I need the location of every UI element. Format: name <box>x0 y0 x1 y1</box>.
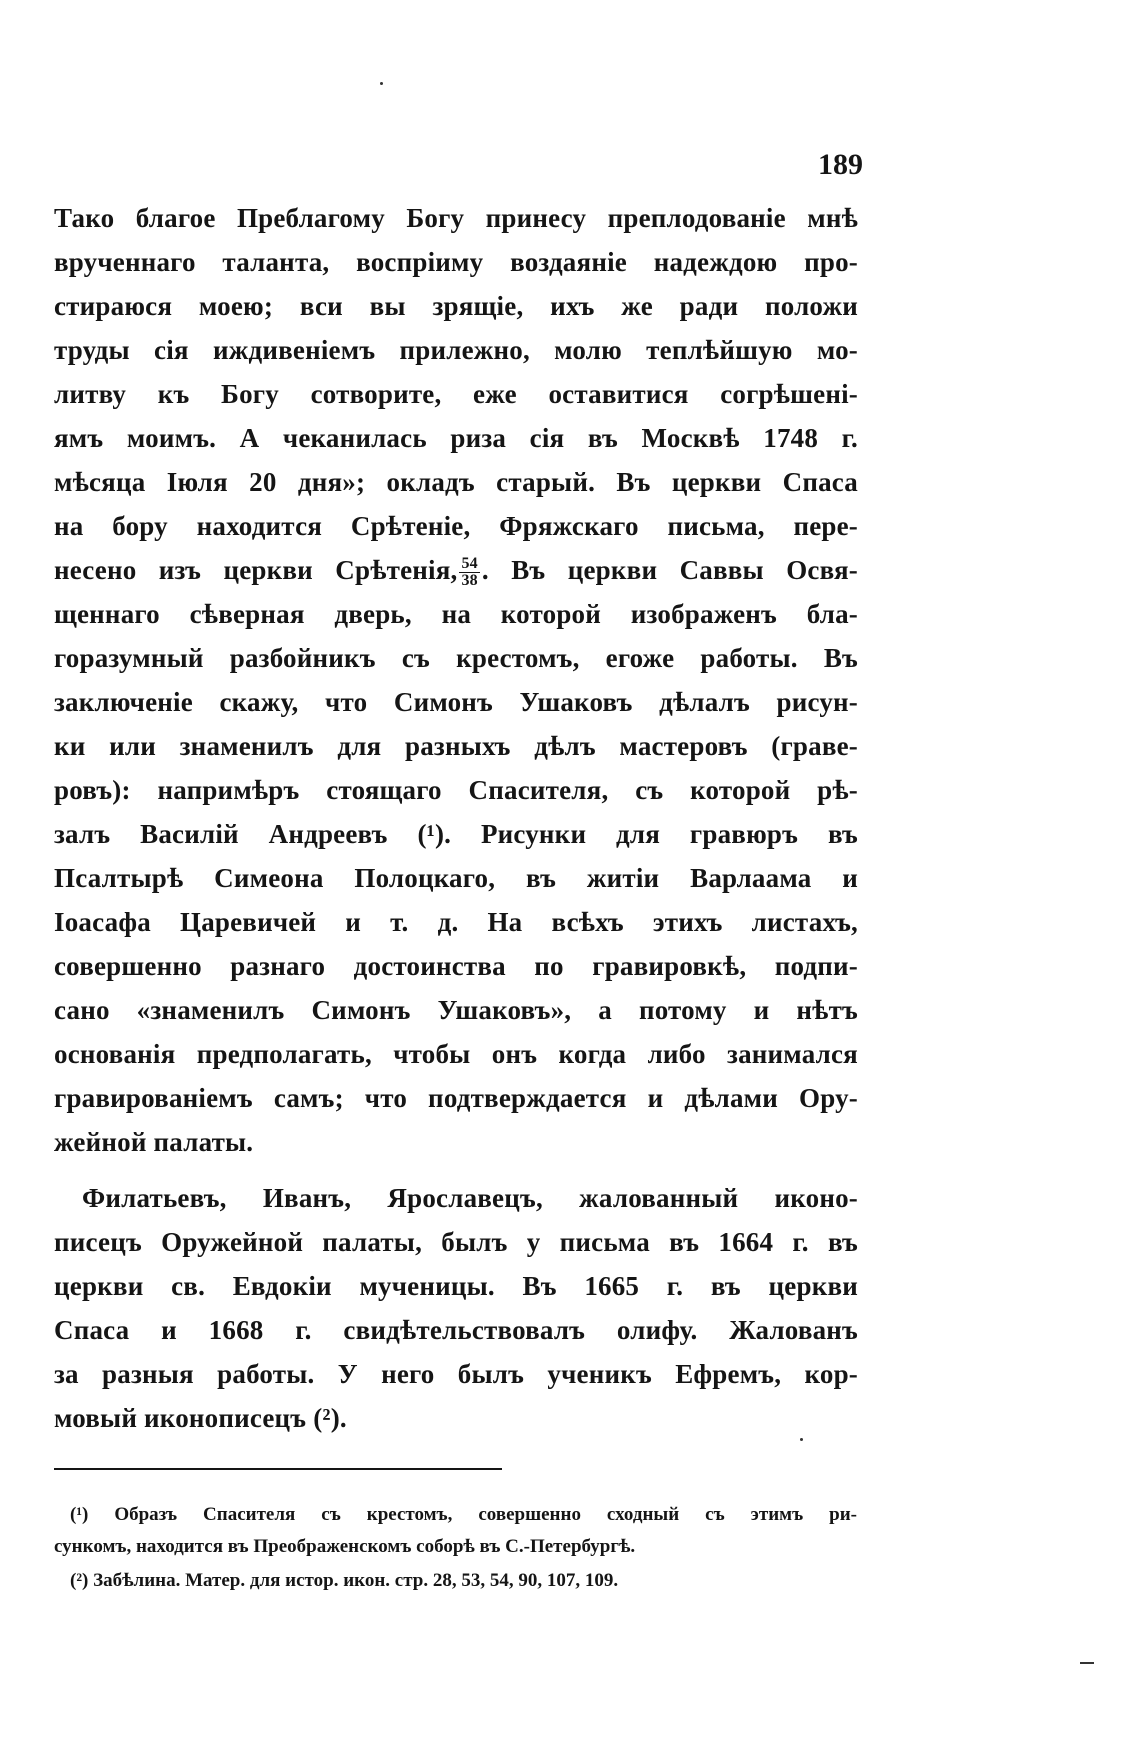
text-line: Спаса и 1668 г. свидѣтельствовалъ олифу. Жалованъ <box>54 1315 858 1345</box>
text-line: совершенно разнаго достоинства по гравировкѣ, подпи- <box>54 951 858 981</box>
text-line: мѣсяца Іюля 20 дня»; окладъ старый. Въ церкви Спаса <box>54 467 858 497</box>
text-line: щеннаго сѣверная дверь, на которой изображенъ бла- <box>54 599 858 629</box>
text-line: горазумный разбойникъ съ крестомъ, егоже работы. Въ <box>54 643 858 673</box>
text-line: залъ Василій Андреевъ (¹). Рисунки для гравюръ въ <box>54 819 858 849</box>
fraction-line-before: несено изъ церкви Срѣтенія, <box>54 555 458 585</box>
fraction-denominator: 38 <box>461 572 478 590</box>
text-line: стираюся моею; вси вы зрящіе, ихъ же ради положи <box>54 291 858 321</box>
fraction-line-after: . Въ церкви Саввы Освя- <box>481 555 858 585</box>
scan-speck <box>800 1438 803 1441</box>
scan-speck <box>1080 1662 1094 1664</box>
text-line: Іоасафа Царевичей и т. д. На всѣхъ этихъ листахъ, <box>54 907 858 937</box>
footnote-line: (¹) Образъ Спасителя съ крестомъ, совершенно сходный съ этимъ ри- <box>70 1504 857 1525</box>
text-line: Филатьевъ, Иванъ, Ярославецъ, жалованный иконо- <box>82 1183 858 1213</box>
text-line: ровъ): напримѣръ стоящаго Спасителя, съ которой рѣ- <box>54 775 858 805</box>
text-line: жейной палаты. <box>54 1127 254 1157</box>
text-line: ямъ моимъ. А чеканилась риза сія въ Москвѣ 1748 г. <box>54 423 858 453</box>
text-line: за разныя работы. У него былъ ученикъ Ефремъ, кор- <box>54 1359 858 1389</box>
text-line: заключеніе скажу, что Симонъ Ушаковъ дѣлалъ рисун- <box>54 687 858 717</box>
footnote-line: (²) Забѣлина. Матер. для истор. икон. стр. 28, 53, 54, 90, 107, 109. <box>70 1570 619 1591</box>
text-line: основанія предполагать, чтобы онъ когда либо занимался <box>54 1039 858 1069</box>
text-line: писецъ Оружейной палаты, былъ у письма въ 1664 г. въ <box>54 1227 858 1257</box>
text-line: литву къ Богу сотворите, еже оставитися согрѣшені- <box>54 379 858 409</box>
scan-speck <box>380 82 383 85</box>
fraction <box>459 556 479 589</box>
text-line: церкви св. Евдокіи мученицы. Въ 1665 г. въ церкви <box>54 1271 858 1301</box>
text-line: труды сія иждивеніемъ прилежно, молю теплѣйшую мо- <box>54 335 858 365</box>
text-line: врученнаго таланта, воспріиму воздаяніе надеждою про- <box>54 247 858 277</box>
text-line: мовый иконописецъ (²). <box>54 1403 347 1433</box>
text-line: Тако благое Преблагому Богу принесу преплодованіе мнѣ <box>54 203 858 233</box>
text-line: гравированіемъ самъ; что подтверждается и дѣлами Ору- <box>54 1083 858 1113</box>
text-line-with-fraction <box>54 548 858 592</box>
footnote-divider <box>54 1468 502 1470</box>
text-line: Псалтырѣ Симеона Полоцкаго, въ житіи Варлаама и <box>54 863 858 893</box>
text-line: сано «знаменилъ Симонъ Ушаковъ», а потому и нѣтъ <box>54 995 858 1025</box>
page-number: 189 <box>818 148 863 181</box>
text-line: на бору находится Срѣтеніе, Фряжскаго письма, пере- <box>54 511 858 541</box>
text-line: ки или знаменилъ для разныхъ дѣлъ мастеровъ (граве- <box>54 731 858 761</box>
fraction-numerator: 54 <box>461 555 478 573</box>
footnote-line: сункомъ, находится въ Преображенскомъ соборѣ въ С.-Петербургѣ. <box>54 1536 636 1557</box>
